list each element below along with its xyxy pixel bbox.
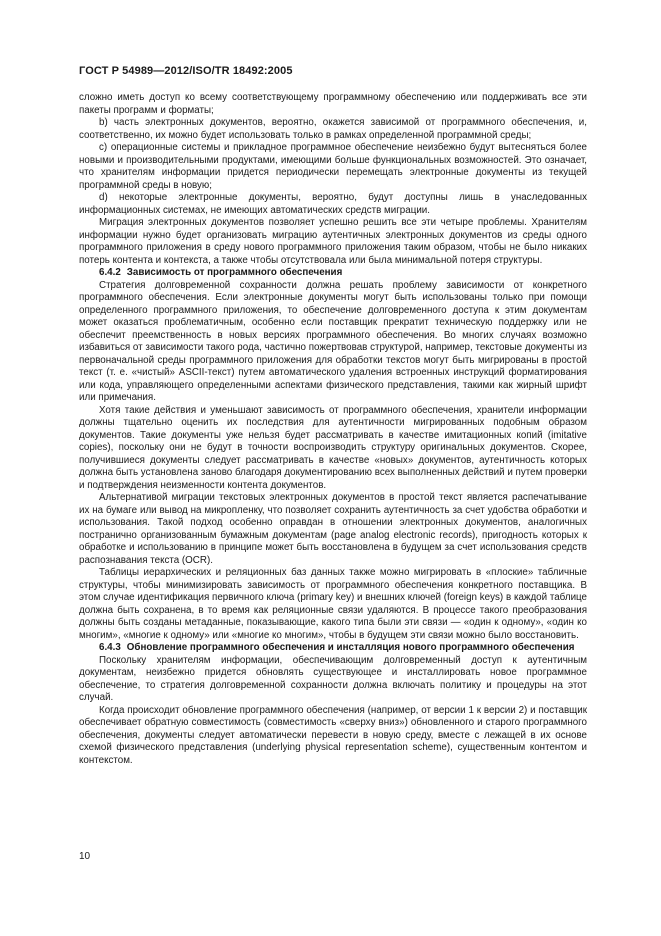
paragraph-compatibility: Когда происходит обновление программного обеспечения (например, от версии 1 к версии 2) и поставщик обеспечивает обратную совместимость (совместимость «сверху вниз») обновленного и старого программного обеспечения, документы следует автоматически перевести в новую среду, вместе с лежащей в их основе схемой физического представления (underlying physical representation scheme), существенным контентом и контекстом. xyxy=(79,704,587,766)
standard-header: ГОСТ Р 54989—2012/ISO/TR 18492:2005 xyxy=(79,65,293,77)
paragraph-strategy: Стратегия долговременной сохранности должна решать проблему зависимости от конкретного программного обеспечения. Если электронные документы могут быть использованы только при помощи определенного программного приложения, то обеспечение долговременного доступа к этим документам может оказаться проблематичным, особенно если поставщик прекратит техническую поддержку или не обеспечит преемственность в новых версиях программного обеспечения. Во многих случаях возможно избавиться от зависимости такого рода, частично пожертвовав структурой, например, текстовые документы из первоначальной среды программного приложения для обработки текстов могут быть мигрированы в простой текст (т. е. «чистый» ASCII-текст) путем автоматического удаления встроенных инструкций форматирования или кода, управляющего определенными аспектами физического представления, такими как жирный шрифт или примечания. xyxy=(79,279,587,403)
paragraph-alternative: Альтернативой миграции текстовых электронных документов в простой текст является распечатывание их на бумаге или вывод на микропленку, что позволяет сохранить аутентичность за счет удобства обработки и использования. Такой подход особенно оправдан в отношении электронных документов, аналогичных постранично организованным бумажным документам (page analog electronic records), пригодность которых к обработке и использованию в принципе может быть восстановлена в будущем за счет использования средств распознавания текста (OCR). xyxy=(79,492,587,566)
paragraph-migration: Миграция электронных документов позволяет успешно решить все эти четыре проблемы. Хранителям информации нужно будет организовать миграцию аутентичных электронных документов из среды одного программного приложения в среду нового программного приложения таким образом, чтобы не было никаких потерь контента и контекста, а также чтобы отсутствовала или была минимальной потеря структуры. xyxy=(79,217,587,266)
section-heading-6-4-2 xyxy=(79,267,587,280)
section-title: Обновление программного обеспечения и инсталляция нового программного обеспечения xyxy=(126,642,575,653)
paragraph-updates: Поскольку хранителям информации, обеспечивающим долговременный доступ к аутентичным документам, неизбежно придется обновлять существующее и инсталлировать новое программное обеспечение, то стратегия долговременной сохранности должна включать политику и процедуры на этот случай. xyxy=(79,654,587,703)
paragraph-databases: Таблицы иерархических и реляционных баз данных также можно мигрировать в «плоские» табличные структуры, чтобы минимизировать зависимость от программного обеспечения конкретного поставщика. В этом случае идентификация первичного ключа (primary key) и внешних ключей (foreign keys) в каждой таблице должна быть сохранена, в то время как реляционные связи удаляются. В процессе такого преобразования должны быть созданы метаданные, показывающие, какого типа были эти связи — «один к одному», «один ко многим», «многие к одному» или «многие ко многим», чтобы в будущем эти связи можно было восстановить. xyxy=(79,567,587,641)
section-number: 6.4.3 xyxy=(99,642,121,653)
section-title: Зависимость от программного обеспечения xyxy=(126,267,343,278)
list-item-d: d) некоторые электронные документы, вероятно, будут доступны лишь в унаследованных информационных системах, не имеющих автоматических средств миграции. xyxy=(79,192,587,216)
body-text xyxy=(79,92,587,767)
list-item-c: c) операционные системы и прикладное программное обеспечение неизбежно будут вытесняться более новыми и производительными продуктами, имеющими больше функциональных возможностей. Это означает, что хранителям информации придется периодически перемещать электронные документы из текущей программной среды в новую; xyxy=(79,142,587,191)
paragraph-authenticity: Хотя такие действия и уменьшают зависимость от программного обеспечения, хранители информации должны тщательно оценить их последствия для аутентичности мигрированных подобным образом документов. Такие документы уже нельзя будет рассматривать в качестве имитационных копий (imitative copies), поскольку они не будут в точности воспроизводить структуру оригинальных документов. Скорее, получившиеся документы следует рассматривать в качестве «новых» документов, аутентичность которых должна быть установлена заново благодаря документированию всех выполненных действий и путем проверки и подтверждения неизменности контента документов. xyxy=(79,404,587,491)
section-number: 6.4.2 xyxy=(99,267,121,278)
paragraph-continuation: сложно иметь доступ ко всему соответствующему программному обеспечению или поддерживать все эти пакеты программ и форматы; xyxy=(79,92,587,116)
section-heading-6-4-3 xyxy=(79,642,587,655)
list-item-b: b) часть электронных документов, вероятно, окажется зависимой от программного обеспечения, и, соответственно, их можно будет использовать только в рамках определенной программной среды; xyxy=(79,117,587,141)
page-number: 10 xyxy=(79,851,91,862)
